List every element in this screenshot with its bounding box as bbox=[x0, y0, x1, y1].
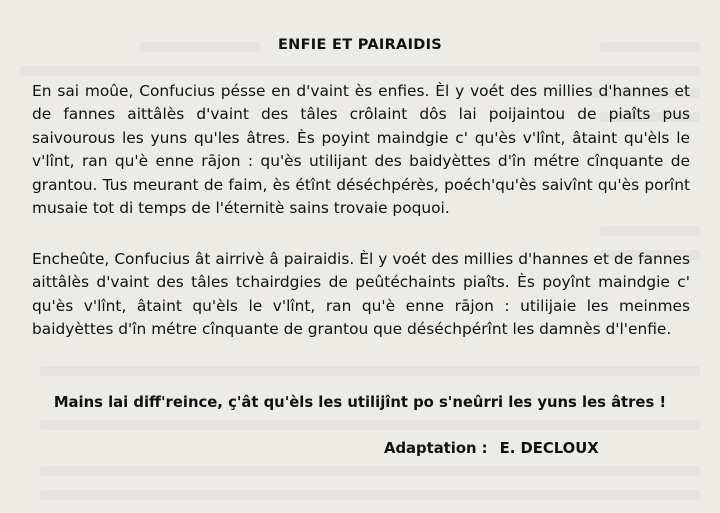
credit-author: E. DECLOUX bbox=[499, 440, 599, 457]
credit-label: Adaptation : bbox=[384, 440, 488, 457]
page-title: ENFIE ET PAIRAIDIS bbox=[277, 37, 443, 53]
paragraph-enfie: En sai moûe, Confucius pésse en d'vaint ès enfies. Èl y voét des millies d'hannes et de fannes aittâlès d'vaint des tâles crôlaint dôs lai poijaintou de piaîts pus saivourous les yuns qu'les âtres. Ès poyint maindgie c' qu'ès v'lînt, âtaint qu'èls le v'lînt, ran qu'è enne rājon : qu'ès utilijant des baidyèttes d'în métre cînquante de grantou. Tus meurant de faim, ès étînt déséchpérès, poéch'qu'ès saivînt qu'ès porînt musaie tot di temps de l'éternitè sains trovaie poquoi. bbox=[32, 82, 690, 218]
adaptation-credit bbox=[384, 440, 599, 457]
moral-statement: Mains lai diff'reince, ç'ât qu'èls les utilijînt po s'neûrri les yuns les âtres ! bbox=[53, 394, 667, 411]
paragraph-pairaidis: Encheûte, Confucius ât airrivè â pairaidis. Èl y voét des millies d'hannes et de fannes aittâlès d'vaint des tâles tchairdgies de peûtéchaints piaîts. Ès poyînt maindgie c' qu'ès v'lînt, âtaint qu'èls le v'lînt, ran qu'è enne rājon : utilijaie les meinmes baidyèttes d'în métre cînquante de grantou que déséchpérînt les damnès d'l'enfie. bbox=[32, 250, 690, 339]
